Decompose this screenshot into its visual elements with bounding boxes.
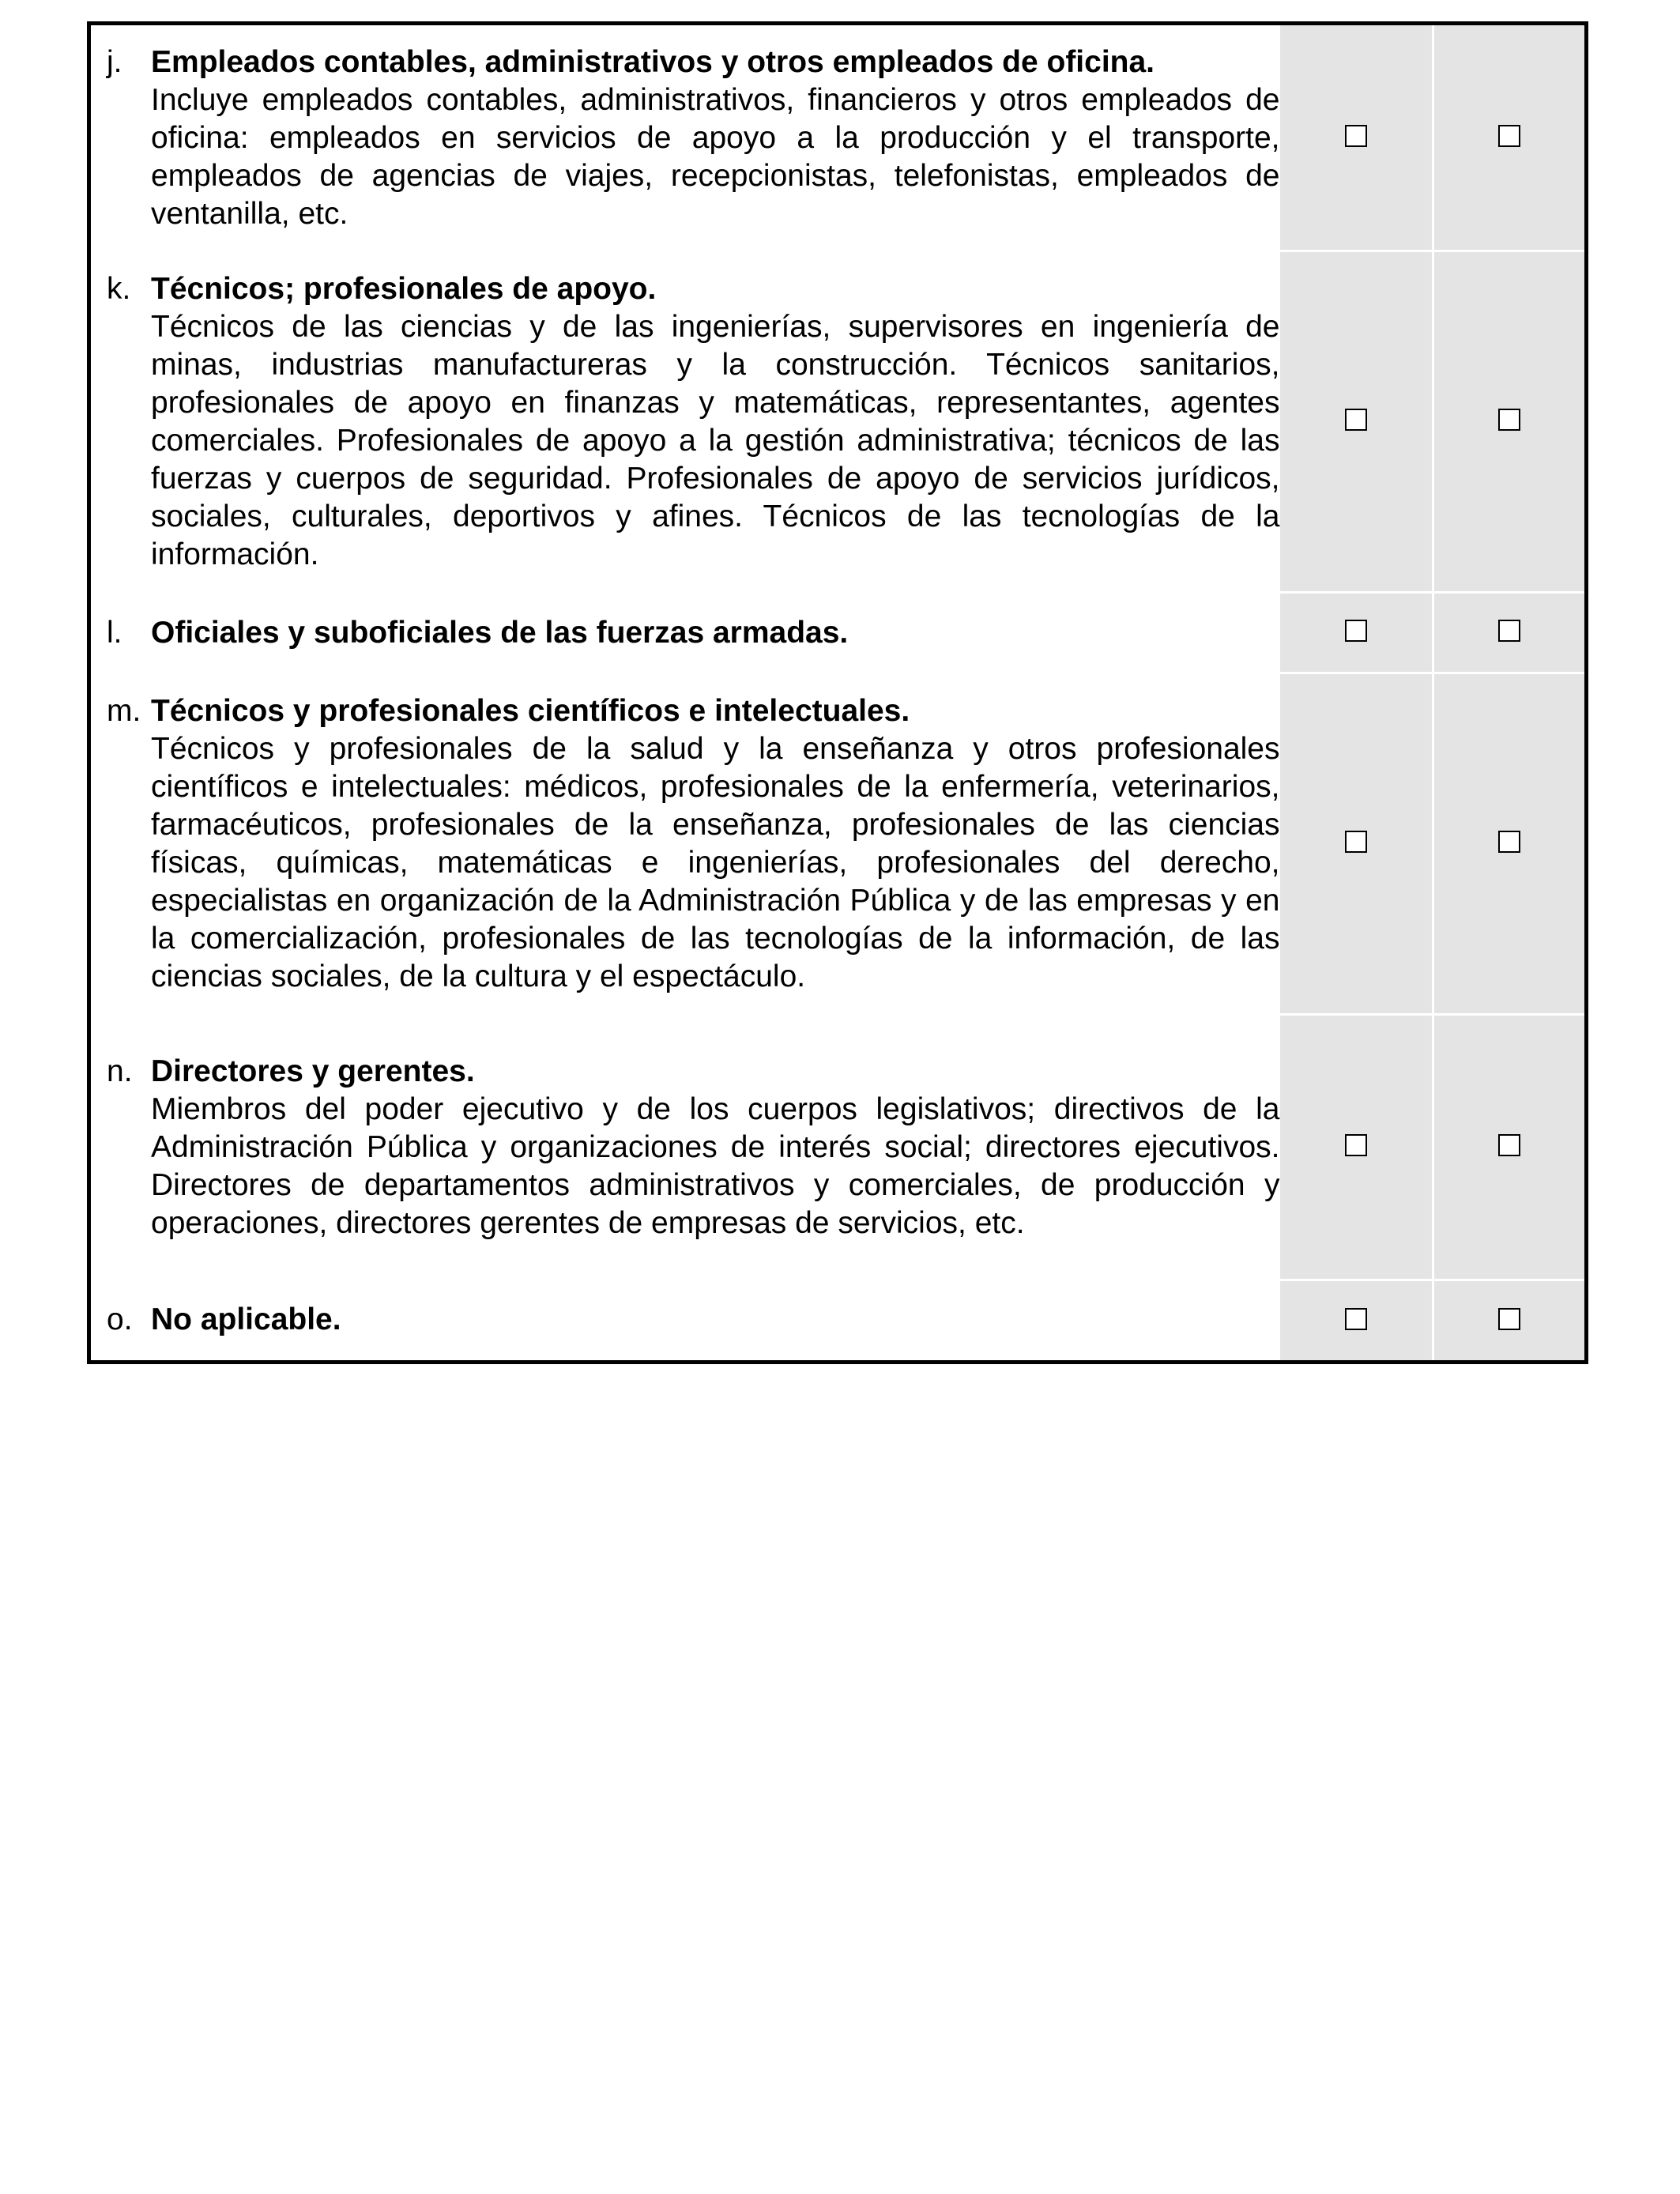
option-item xyxy=(91,1301,1280,1339)
option-letter: k. xyxy=(107,271,131,306)
option-letter: o. xyxy=(107,1302,133,1337)
option-heading: Técnicos; profesionales de apoyo. xyxy=(151,271,657,306)
option-description: Técnicos y profesionales de la salud y la enseñanza y otros profesionales científicos e intelectuales: médicos, profesionales de la enfermería, veterinarios, farmacéuticos, profesionales de la enseñanza, profesionales de las ciencias físicas, químicas, matemáticas e ingenierías, profesionales del derecho, especialistas en organización de la Administración Pública y de las empresas y en la comercialización, profesionales de las tecnologías de la información, de las ciencias sociales, de la cultura y el espectáculo. xyxy=(151,731,1280,993)
option-heading: Directores y gerentes. xyxy=(151,1054,475,1088)
checkbox-cell-1 xyxy=(1280,593,1433,673)
checkbox-cell-2 xyxy=(1433,1015,1587,1280)
checkbox-option-o-2[interactable] xyxy=(1498,1308,1520,1330)
option-heading: Oficiales y suboficiales de las fuerzas armadas. xyxy=(151,615,849,650)
checkbox-cell-2 xyxy=(1433,24,1587,251)
table-row xyxy=(89,593,1587,673)
checkbox-option-m-1[interactable] xyxy=(1345,831,1367,853)
option-text-cell xyxy=(89,251,1280,593)
option-item xyxy=(91,270,1280,574)
option-letter: l. xyxy=(107,615,122,650)
option-heading: No aplicable. xyxy=(151,1302,341,1337)
option-heading: Técnicos y profesionales científicos e intelectuales. xyxy=(151,693,910,728)
option-item xyxy=(91,692,1280,996)
checkbox-option-m-2[interactable] xyxy=(1498,831,1520,853)
option-text-cell xyxy=(89,593,1280,673)
table-row xyxy=(89,1015,1587,1280)
checkbox-cell-1 xyxy=(1280,251,1433,593)
checkbox-option-n-2[interactable] xyxy=(1498,1134,1520,1156)
checkbox-option-k-2[interactable] xyxy=(1498,409,1520,431)
checkbox-cell-2 xyxy=(1433,251,1587,593)
table-row xyxy=(89,673,1587,1015)
checkbox-cell-2 xyxy=(1433,1280,1587,1363)
checkbox-option-n-1[interactable] xyxy=(1345,1134,1367,1156)
checkbox-cell-1 xyxy=(1280,1015,1433,1280)
option-item xyxy=(91,614,1280,652)
option-description: Técnicos de las ciencias y de las ingenierías, supervisores en ingeniería de minas, industrias manufactureras y la construcción. Técnicos sanitarios, profesionales de apoyo en finanzas y matemáticas, representantes, agentes comerciales. Profesionales de apoyo a la gestión administrativa; técnicos de las fuerzas y cuerpos de seguridad. Profesionales de apoyo de servicios jurídicos, sociales, culturales, deportivos y afines. Técnicos de las tecnologías de la información. xyxy=(151,309,1280,571)
option-letter: n. xyxy=(107,1054,133,1088)
option-description: Incluye empleados contables, administrativos, financieros y otros empleados de oficina: empleados en servicios de apoyo a la producción y el transporte, empleados de agencias de viajes, recepcionistas, telefonistas, empleados de ventanilla, etc. xyxy=(151,82,1280,231)
option-item xyxy=(91,43,1280,233)
option-text-cell xyxy=(89,24,1280,251)
checkbox-option-o-1[interactable] xyxy=(1345,1308,1367,1330)
option-letter: j. xyxy=(107,44,122,79)
checkbox-cell-2 xyxy=(1433,593,1587,673)
option-text-cell xyxy=(89,1015,1280,1280)
checkbox-cell-1 xyxy=(1280,24,1433,251)
option-item xyxy=(91,1053,1280,1242)
checkbox-option-j-2[interactable] xyxy=(1498,125,1520,147)
checkbox-cell-1 xyxy=(1280,673,1433,1015)
checkbox-cell-2 xyxy=(1433,673,1587,1015)
table-row xyxy=(89,251,1587,593)
option-text-cell xyxy=(89,1280,1280,1363)
checkbox-option-k-1[interactable] xyxy=(1345,409,1367,431)
option-description: Miembros del poder ejecutivo y de los cuerpos legislativos; directivos de la Administración Pública y organizaciones de interés social; directores ejecutivos. Directores de departamentos administrativos y comerciales, de producción y operaciones, directores gerentes de empresas de servicios, etc. xyxy=(151,1091,1280,1240)
option-text-cell xyxy=(89,673,1280,1015)
table-row xyxy=(89,24,1587,251)
option-heading: Empleados contables, administrativos y otros empleados de oficina. xyxy=(151,44,1155,79)
checkbox-option-l-2[interactable] xyxy=(1498,620,1520,642)
checkbox-option-j-1[interactable] xyxy=(1345,125,1367,147)
option-letter: m. xyxy=(107,693,141,728)
occupation-table xyxy=(87,21,1588,1364)
checkbox-cell-1 xyxy=(1280,1280,1433,1363)
checkbox-option-l-1[interactable] xyxy=(1345,620,1367,642)
table-row xyxy=(89,1280,1587,1363)
